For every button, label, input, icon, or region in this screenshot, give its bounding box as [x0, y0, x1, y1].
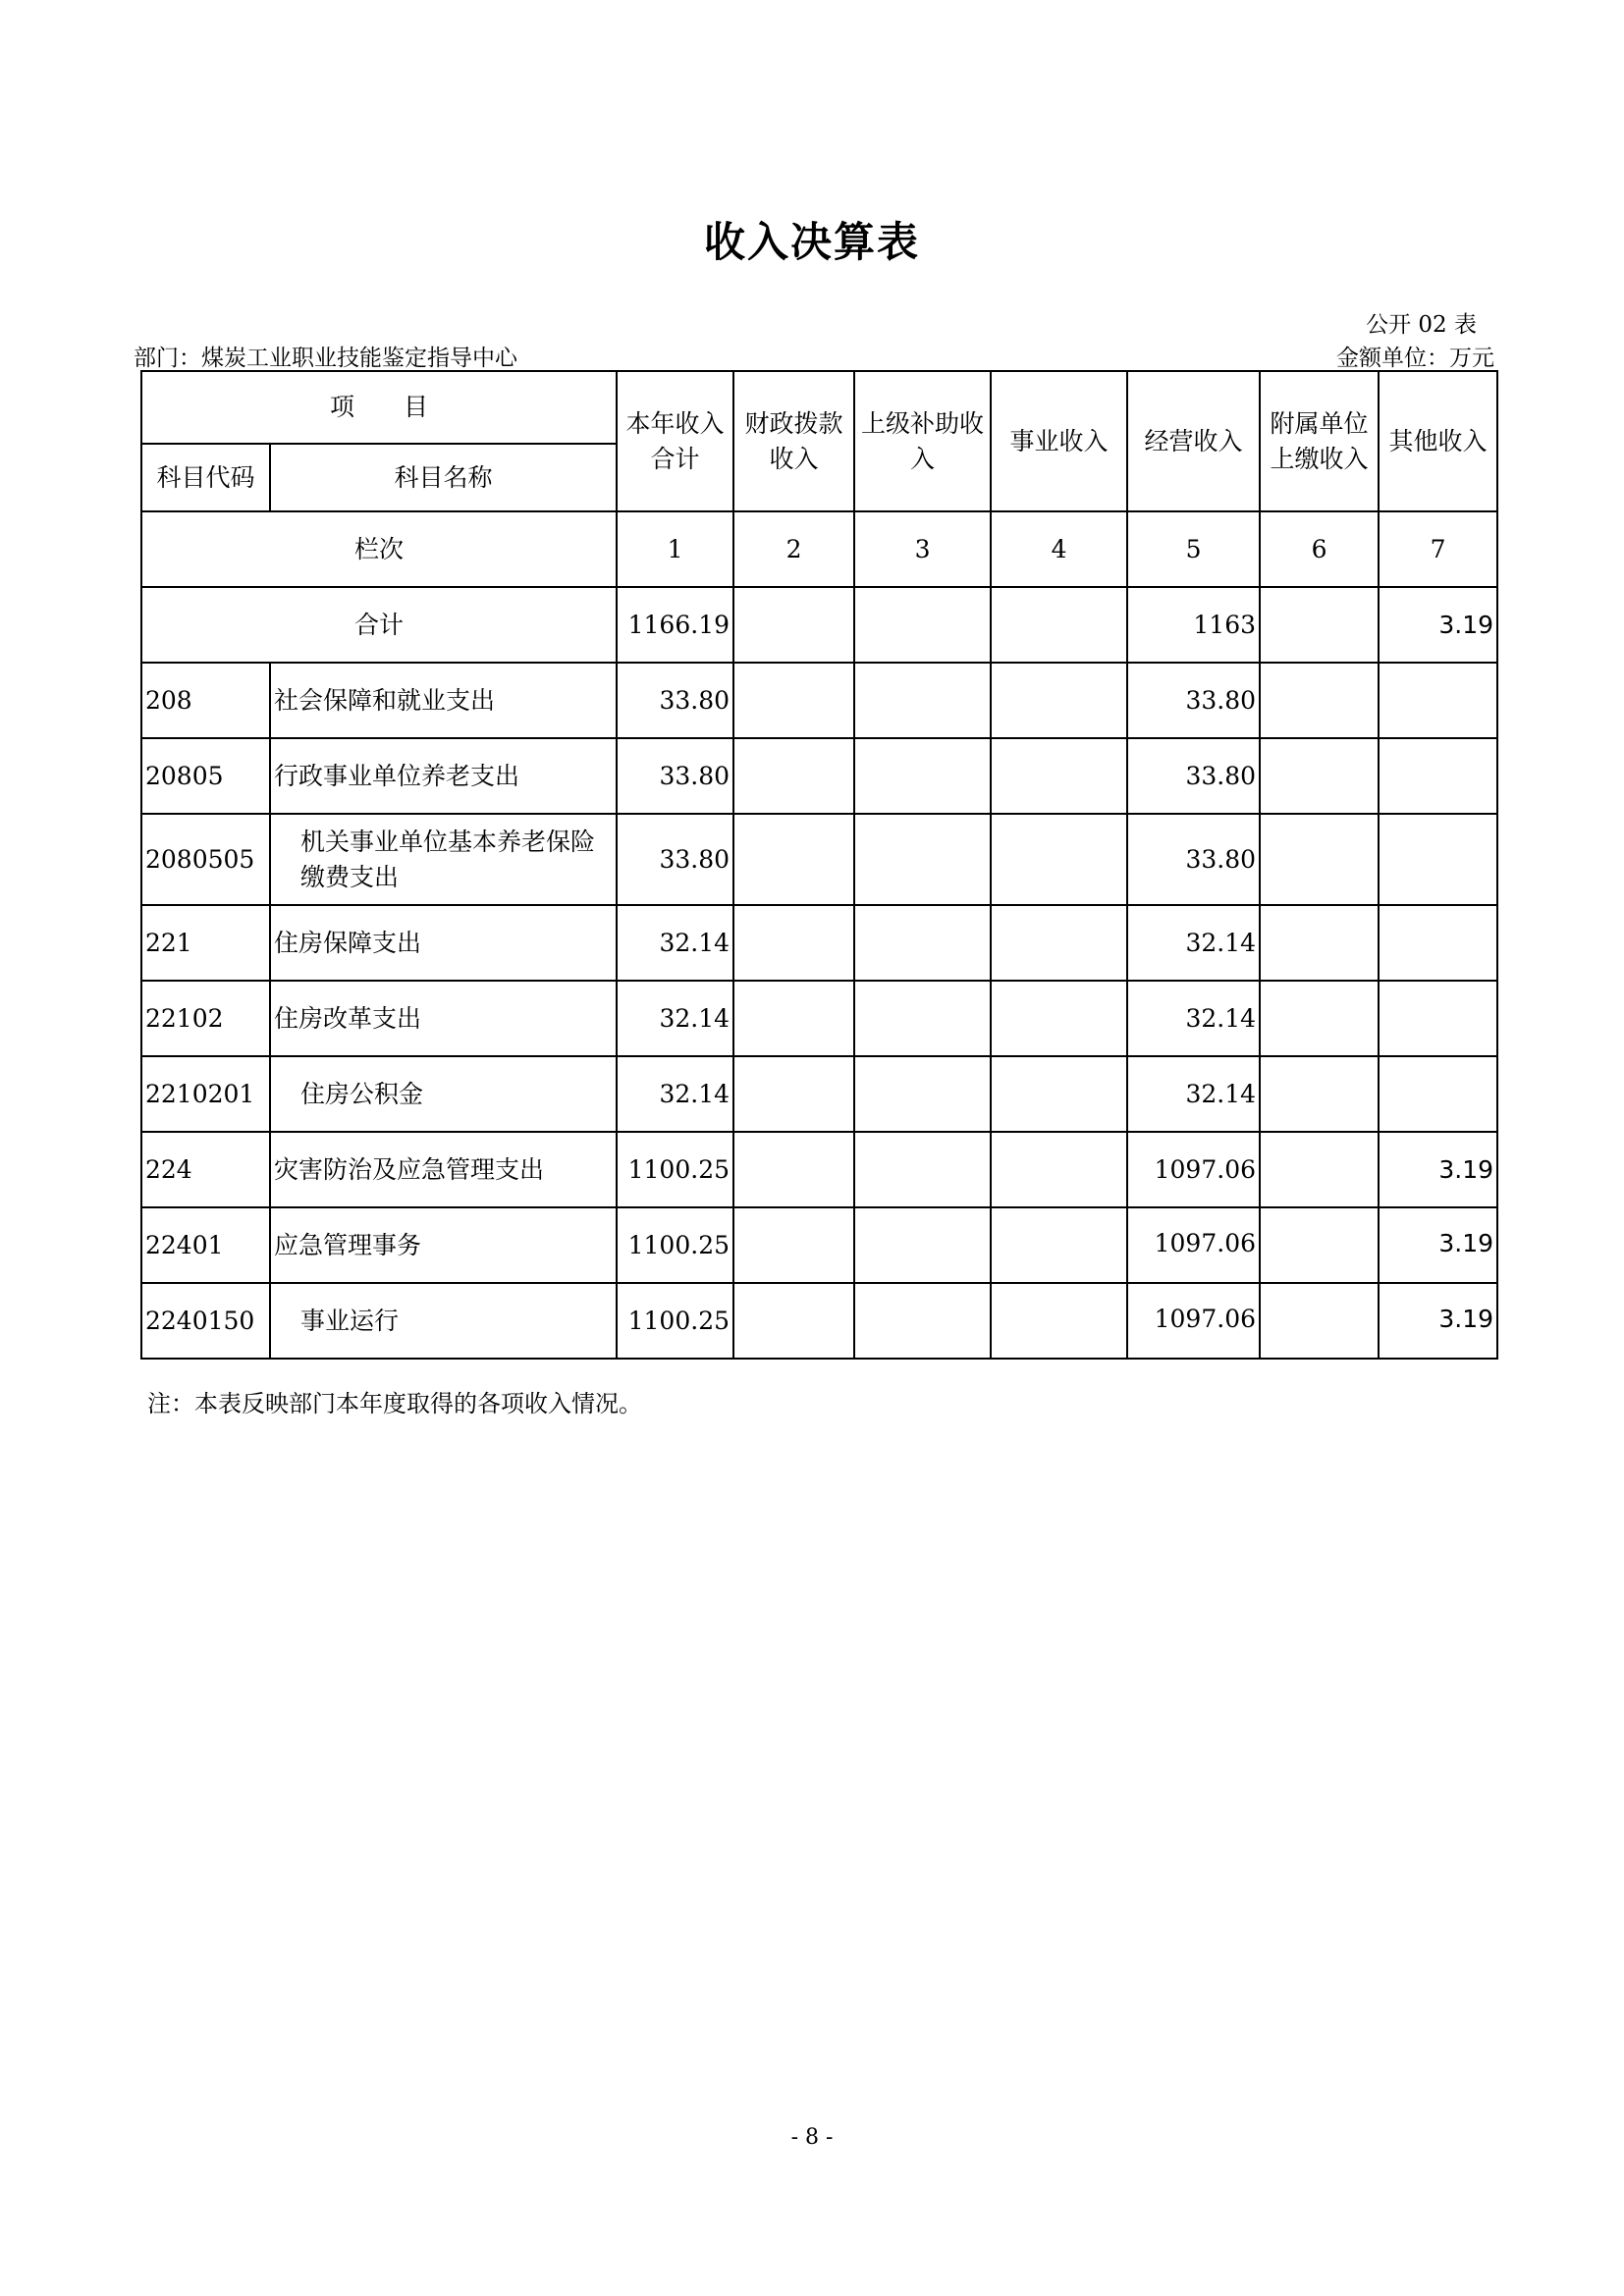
cell: 1097.06: [1127, 1207, 1260, 1283]
cell: [1260, 738, 1379, 814]
cell: [1260, 905, 1379, 981]
cell: [991, 981, 1127, 1056]
cell: 1097.06: [1127, 1132, 1260, 1207]
cell: 1100.25: [617, 1207, 733, 1283]
cell: [733, 587, 854, 663]
row-name: 应急管理事务: [270, 1207, 617, 1283]
row-name: 行政事业单位养老支出: [270, 738, 617, 814]
cell: [733, 1207, 854, 1283]
cell: 33.80: [617, 814, 733, 905]
col-number: 6: [1260, 511, 1379, 587]
cell: 33.80: [1127, 814, 1260, 905]
cell: [991, 1056, 1127, 1132]
cell: [1260, 1207, 1379, 1283]
cell: [991, 738, 1127, 814]
cell: [991, 1207, 1127, 1283]
cell: [1379, 814, 1497, 905]
cell: [1260, 663, 1379, 738]
row-code: 22102: [141, 981, 270, 1056]
cell: [991, 663, 1127, 738]
cell: 3.19: [1379, 1283, 1497, 1359]
header-item: 项 目: [141, 371, 617, 444]
cell: 33.80: [1127, 663, 1260, 738]
row-code: 221: [141, 905, 270, 981]
cell: [991, 587, 1127, 663]
row-name: 住房公积金: [270, 1056, 617, 1132]
cell: 1163: [1127, 587, 1260, 663]
cell: 33.80: [617, 738, 733, 814]
total-label: 合计: [141, 587, 617, 663]
cell: [854, 814, 991, 905]
cell: [991, 1283, 1127, 1359]
cell: 3.19: [1379, 587, 1497, 663]
col-number: 1: [617, 511, 733, 587]
col-number: 4: [991, 511, 1127, 587]
cell: [1379, 663, 1497, 738]
table-row: [141, 1056, 1497, 1132]
row-code: 2240150: [141, 1283, 270, 1359]
total-row: [141, 587, 1497, 663]
cell: [1260, 1056, 1379, 1132]
table-row: [141, 738, 1497, 814]
cell: [1379, 1056, 1497, 1132]
form-number: 公开 02 表: [1366, 312, 1477, 338]
cell: 32.14: [1127, 1056, 1260, 1132]
cell: [1379, 738, 1497, 814]
cell: [854, 1283, 991, 1359]
cell: 3.19: [1379, 1132, 1497, 1207]
cell: 32.14: [1127, 981, 1260, 1056]
cell: [1260, 1283, 1379, 1359]
cell: [733, 1132, 854, 1207]
page-title: 收入决算表: [703, 218, 920, 266]
cell: [1379, 905, 1497, 981]
col-number: 7: [1379, 511, 1497, 587]
row-code: 208: [141, 663, 270, 738]
page-number: - 8 -: [790, 2125, 834, 2150]
cell: 3.19: [1379, 1207, 1497, 1283]
cell: [1260, 814, 1379, 905]
table-row: [141, 1283, 1497, 1359]
cell: [1260, 587, 1379, 663]
cell: [733, 905, 854, 981]
cell: [1379, 981, 1497, 1056]
row-code: 22401: [141, 1207, 270, 1283]
row-name: 住房保障支出: [270, 905, 617, 981]
header-col-7: 其他收入: [1379, 371, 1497, 511]
header-col-5: 经营收入: [1127, 371, 1260, 511]
col-number: 2: [733, 511, 854, 587]
cell: [991, 905, 1127, 981]
cell: 1100.25: [617, 1132, 733, 1207]
cell: 32.14: [617, 1056, 733, 1132]
row-code: 2080505: [141, 814, 270, 905]
cell: [733, 981, 854, 1056]
cell: 32.14: [1127, 905, 1260, 981]
cell: [854, 663, 991, 738]
cell: [854, 587, 991, 663]
cell: 32.14: [617, 981, 733, 1056]
row-code: 2210201: [141, 1056, 270, 1132]
header-col-2: 财政拨款收入: [733, 371, 854, 511]
header-col-1: 本年收入合计: [617, 371, 733, 511]
row-name: 住房改革支出: [270, 981, 617, 1056]
col-number: 5: [1127, 511, 1260, 587]
lanci-label: 栏次: [141, 511, 617, 587]
header-code: 科目代码: [141, 444, 270, 511]
amount-unit-label: 金额单位：万元: [1336, 346, 1494, 371]
table-note: 注：本表反映部门本年度取得的各项收入情况。: [147, 1390, 642, 1417]
cell: [854, 981, 991, 1056]
cell: [854, 905, 991, 981]
department-label: 部门：煤炭工业职业技能鉴定指导中心: [134, 346, 517, 371]
row-code: 224: [141, 1132, 270, 1207]
row-name: 机关事业单位基本养老保险缴费支出: [270, 814, 617, 905]
row-name: 事业运行: [270, 1283, 617, 1359]
cell: [854, 738, 991, 814]
cell: [1260, 1132, 1379, 1207]
cell: [733, 814, 854, 905]
cell: [991, 1132, 1127, 1207]
table-row: [141, 981, 1497, 1056]
income-table: [140, 370, 1498, 1360]
col-number: 3: [854, 511, 991, 587]
cell: [1260, 981, 1379, 1056]
cell: [733, 1283, 854, 1359]
table-row: [141, 905, 1497, 981]
cell: [733, 1056, 854, 1132]
cell: 1100.25: [617, 1283, 733, 1359]
table-row: [141, 1132, 1497, 1207]
cell: 32.14: [617, 905, 733, 981]
cell: [733, 738, 854, 814]
cell: 33.80: [1127, 738, 1260, 814]
cell: [991, 814, 1127, 905]
cell: 1097.06: [1127, 1283, 1260, 1359]
header-name: 科目名称: [270, 444, 617, 511]
cell: [854, 1056, 991, 1132]
header-col-6: 附属单位上缴收入: [1260, 371, 1379, 511]
table-row: [141, 1207, 1497, 1283]
cell: 1166.19: [617, 587, 733, 663]
table-row: [141, 814, 1497, 905]
cell: [733, 663, 854, 738]
table-row: [141, 663, 1497, 738]
row-name: 灾害防治及应急管理支出: [270, 1132, 617, 1207]
row-name: 社会保障和就业支出: [270, 663, 617, 738]
row-code: 20805: [141, 738, 270, 814]
header-col-4: 事业收入: [991, 371, 1127, 511]
header-col-3: 上级补助收入: [854, 371, 991, 511]
cell: [854, 1207, 991, 1283]
cell: 33.80: [617, 663, 733, 738]
cell: [854, 1132, 991, 1207]
